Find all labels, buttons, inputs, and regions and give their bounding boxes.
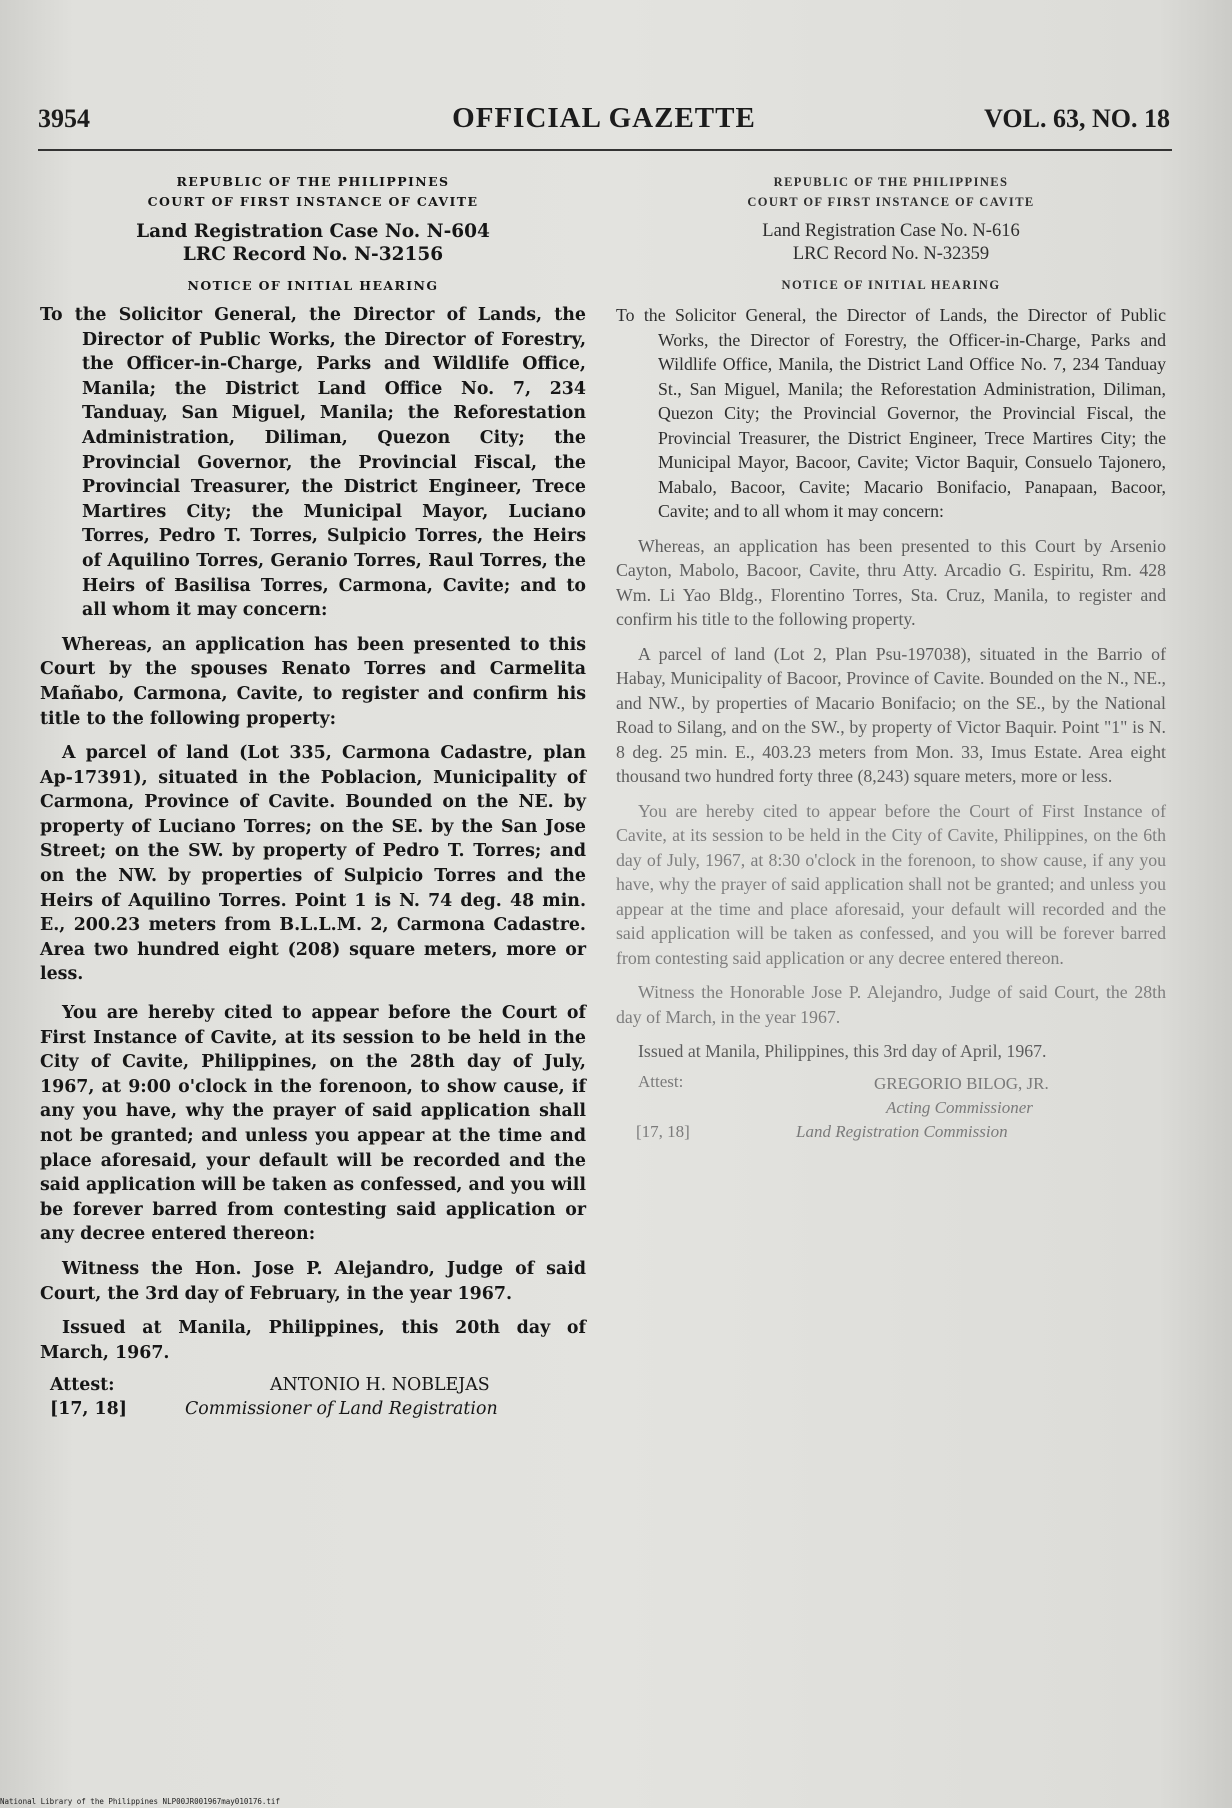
issued-paragraph: Issued at Manila, Philippines, this 20th day of March, 1967. xyxy=(40,1318,586,1363)
signatory-name: GREGORIO BILOG, JR. xyxy=(874,1073,1049,1093)
publication-title: OFFICIAL GAZETTE xyxy=(452,102,756,134)
republic-heading: REPUBLIC OF THE PHILIPPINES xyxy=(773,175,1009,189)
case-number: Land Registration Case No. N-604 xyxy=(136,221,490,242)
issue-numbers: [17, 18] xyxy=(636,1121,690,1141)
whereas-paragraph: Whereas, an application has been presented to this Court by Arsenio Cayton, Mabolo, Bacoor, Cavite, thru Atty. Arcadio G. Espiritu, Rm. 428 Wm. Li Yao Bldg., Florentino Torres, Sta. Cruz, Manila, to register and confirm his title to the following property. xyxy=(616,535,1166,629)
attest-label: Attest: xyxy=(50,1375,115,1396)
signature-block xyxy=(616,1072,1166,1162)
page-header xyxy=(38,102,1170,142)
whereas-paragraph: Whereas, an application has been presented to this Court by the spouses Renato Torres and Carmelita Mañabo, Carmona, Cavite, to register and confirm his title to the following property: xyxy=(40,634,586,729)
addressees-paragraph: To the Solicitor General, the Director of Lands, the Director of Public Works, the Director of Forestry, the Officer-in-Charge, Parks and Wildlife Office, Manila; the District Land Office No. 7, 234 Tanduay, San Miguel, Manila; the Reforestation Administration, Diliman, Quezon City; the Provincial Governor, the Provincial Fiscal, the Provincial Treasurer, the District Engineer, Trece Martires City; the Municipal Mayor, Luciano Torres, Pedro T. Torres, Sulpicio Torres, the Heirs of Aquilino Torres, Geranio Torres, Raul Torres, the Heirs of Basilisa Torres, Carmona, Cavite; and to all whom it may concern: xyxy=(40,305,586,621)
scan-footer: National Library of the Philippines NLP00JR001967may010176.tif xyxy=(0,1797,280,1806)
issue-numbers: [17, 18] xyxy=(50,1399,127,1420)
signatory-name: ANTONIO H. NOBLEJAS xyxy=(270,1375,490,1396)
addressees-paragraph: To the Solicitor General, the Director of Lands, the Director of Public Works, the Director of Forestry, the Officer-in-Charge, Parks and Wildlife Office, Manila, the District Land Office No. 7, 234 Tanduay St., San Miguel, Manila; the Reforestation Administration, Diliman, Quezon City; the Provincial Governor, the Provincial Fiscal, the Provincial Treasurer, the District Engineer, Trece Martires City; the Municipal Mayor, Bacoor, Cavite; Victor Baquir, Consuelo Tajonero, Mabalo, Bacoor, Cavite; Macario Bonifacio, Panapaan, Bacoor, Cavite; and to all whom it may concern: xyxy=(616,305,1166,521)
header-rule xyxy=(38,149,1172,151)
signatory-title: Commissioner of Land Registration xyxy=(185,1399,498,1420)
witness-paragraph: Witness the Honorable Jose P. Alejandro, Judge of said Court, the 28th day of March, in the year 1967. xyxy=(616,982,1166,1027)
notice-left-column xyxy=(40,172,586,1421)
volume-number: VOL. 63, NO. 18 xyxy=(984,104,1170,133)
citation-paragraph: You are hereby cited to appear before the Court of First Instance of Cavite, at its session to be held in the City of Cavite, Philippines, on the 6th day of July, 1967, at 8:30 o'clock in the forenoon, to show cause, if any you have, why the prayer of said application shall not be granted; and unless you appear at the time and place aforesaid, your default will recorded and the said application will be taken as confessed, and you will be forever barred from contesting said application or any decree entered thereon. xyxy=(616,800,1166,968)
record-number: LRC Record No. N-32156 xyxy=(182,244,444,265)
notice-heading: NOTICE OF INITIAL HEARING xyxy=(187,278,439,293)
parcel-description: A parcel of land (Lot 335, Carmona Cadastre, plan Ap-17391), situated in the Poblacion, Municipality of Carmona, Province of Cavite. Bounded on the NE. by property of Luciano Torres; on the SE. by the San Jose Street; on the SW. by property of Pedro T. Torres; and on the NW. by properties of Sulpicio Torres and the Heirs of Aquilino Torres. Point 1 is N. 74 deg. 48 min. E., 200.23 meters from B.L.L.M. 2, Carmona Cadastre. Area two hundred eight (208) square meters, more or less. xyxy=(40,743,586,985)
signatory-role: Acting Commissioner xyxy=(886,1097,1033,1117)
case-number: Land Registration Case No. N-616 xyxy=(762,221,1020,241)
issued-paragraph: Issued at Manila, Philippines, this 3rd day of April, 1967. xyxy=(638,1041,1047,1061)
citation-paragraph: You are hereby cited to appear before the Court of First Instance of Cavite, at its session to be held in the City of Cavite, Philippines, on the 28th day of July, 1967, at 9:00 o'clock in the forenoon, to show cause, if any you have, why the prayer of said application shall not be granted; and unless you appear at the time and place aforesaid, your default will be recorded and the said application will be taken as confessed, and you will be forever barred from contesting said application or any decree entered thereon: xyxy=(40,1003,586,1245)
signature-block xyxy=(40,1373,586,1421)
notice-heading: NOTICE OF INITIAL HEARING xyxy=(781,278,1001,292)
attest-label: Attest: xyxy=(638,1071,684,1091)
witness-paragraph: Witness the Hon. Jose P. Alejandro, Judge of said Court, the 3rd day of February, in the year 1967. xyxy=(40,1258,586,1304)
record-number: LRC Record No. N-32359 xyxy=(792,244,990,264)
page-number: 3954 xyxy=(38,104,90,133)
parcel-description: A parcel of land (Lot 2, Plan Psu-197038), situated in the Barrio of Habay, Municipality of Bacoor, Province of Cavite. Bounded on the N., NE., and NW., by properties of Macario Bonifacio; on the SE., by the National Road to Silang, and on the SW., by property of Victor Baquir. Point "1" is N. 8 deg. 25 min. E., 403.23 meters from Mon. 33, Imus Estate. Area eight thousand two hundred forty three (8,243) square meters, more or less. xyxy=(616,643,1166,786)
court-heading: COURT OF FIRST INSTANCE OF CAVITE xyxy=(747,195,1035,209)
republic-heading: REPUBLIC OF THE PHILIPPINES xyxy=(176,174,450,189)
notice-right-column xyxy=(616,172,1166,1162)
signatory-title: Land Registration Commission xyxy=(796,1121,1008,1141)
court-heading: COURT OF FIRST INSTANCE OF CAVITE xyxy=(147,194,479,209)
